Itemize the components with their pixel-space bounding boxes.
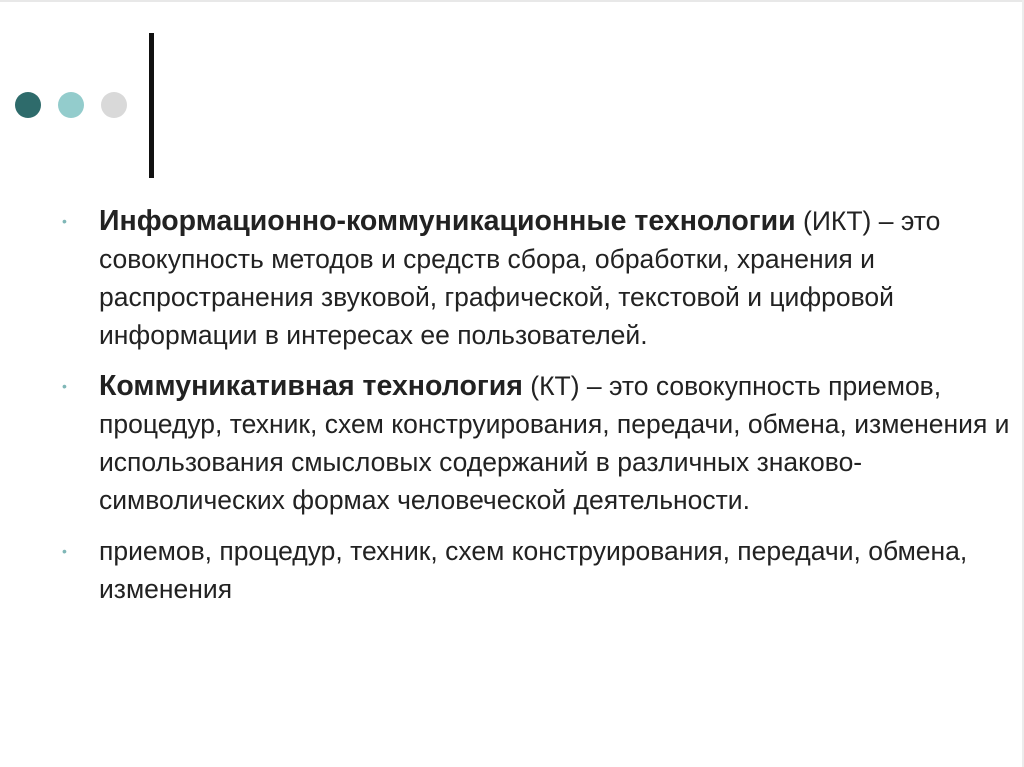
bullet-icon: •	[62, 378, 67, 394]
bullet-icon: •	[62, 543, 67, 559]
title-divider-line	[149, 33, 154, 178]
bullet-item-ikt	[62, 202, 1014, 354]
methods-text: приемов, процедур, техник, схем конструирования, передачи, обмена, изменения	[99, 536, 968, 604]
bullet-item-methods	[62, 532, 1014, 608]
decorative-dots	[15, 92, 127, 118]
gray-dot	[101, 92, 127, 118]
bullet-item-kt	[62, 367, 1014, 519]
slide-frame-top	[0, 0, 1024, 2]
term-ikt: Информационно-коммуникационные технологии	[99, 205, 796, 237]
definition-kt: (КТ) – это совокупность приемов, процедур, техник, схем конструирования, передачи, обмена, изменения и использования смысловых содержаний в различных знаково-символических формах человеческой деятельности.	[99, 371, 1010, 515]
term-kt: Коммуникативная технология	[99, 370, 523, 402]
dark-teal-dot	[15, 92, 41, 118]
bullet-list	[62, 202, 1014, 621]
definition-ikt: (ИКТ) – это совокупность методов и средств сбора, обработки, хранения и распространения звуковой, графической, текстовой и цифровой информации в интересах ее пользователей.	[99, 206, 941, 350]
light-teal-dot	[58, 92, 84, 118]
bullet-icon: •	[62, 213, 67, 229]
